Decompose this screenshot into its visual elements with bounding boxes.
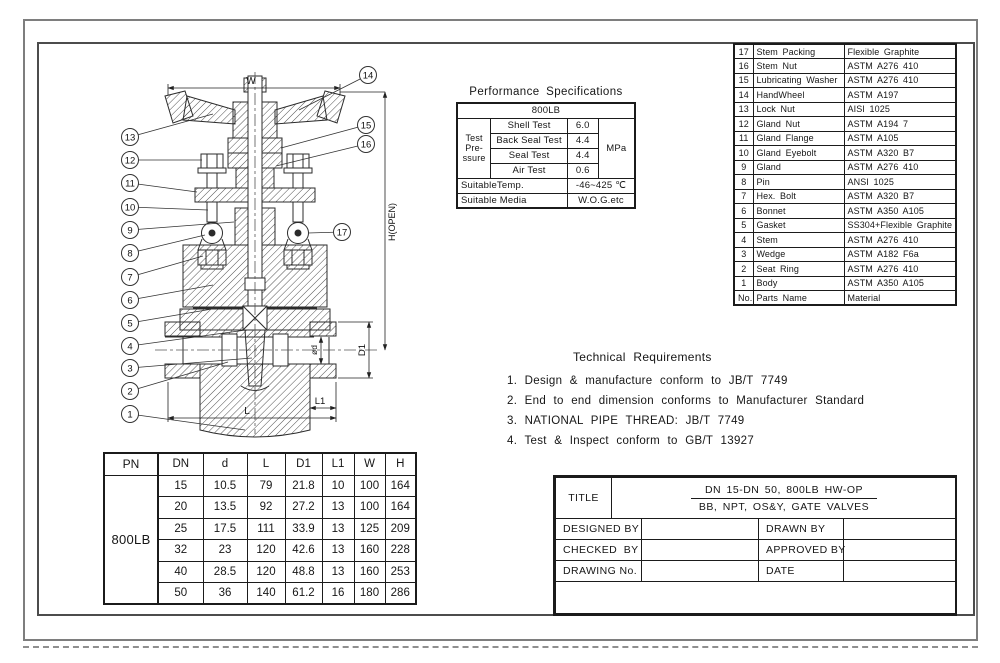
dimension-column-header: W [354, 453, 385, 475]
part-material: ASTM A276 410 [844, 73, 956, 88]
svg-text:5: 5 [127, 318, 133, 330]
h-value: 164 [385, 475, 416, 497]
performance-table [456, 102, 636, 209]
part-material: ASTM A276 410 [844, 233, 956, 248]
d1-value: 61.2 [285, 583, 322, 605]
parts-list-row [734, 247, 956, 262]
gate-valve-section-drawing [95, 50, 415, 450]
dimensions-values-table [157, 452, 417, 605]
parts-list-row [734, 276, 956, 291]
suitable-temp-value: -46~425 ℃ [567, 178, 635, 193]
dimension-row [158, 497, 416, 519]
dim-l-label: L [244, 406, 250, 417]
d-value: 13.5 [203, 497, 247, 519]
part-number: 9 [734, 160, 753, 175]
part-name: Lock Nut [753, 102, 844, 117]
parts-list-row [734, 189, 956, 204]
w-value: 160 [354, 540, 385, 562]
dn-value: 20 [158, 497, 203, 519]
part-number: 15 [734, 73, 753, 88]
checked-by-value [641, 539, 759, 561]
w-value: 100 [354, 497, 385, 519]
test-value: 0.6 [567, 163, 598, 178]
pn-value: 800LB [104, 475, 158, 604]
technical-requirement-item: 1. Design & manufacture conform to JB/T 7749 [507, 375, 788, 387]
performance-title: Performance Specifications [469, 86, 623, 98]
l-value: 111 [247, 518, 285, 540]
parts-list-row [734, 59, 956, 74]
drawn-by-value [843, 518, 957, 540]
svg-text:9: 9 [127, 225, 133, 237]
part-name: Hex. Bolt [753, 189, 844, 204]
dim-h-open-label: H(OPEN) [387, 203, 397, 241]
technical-requirements-title: Technical Requirements [573, 350, 712, 364]
part-name: Gland Flange [753, 131, 844, 146]
dimension-column-header: d [203, 453, 247, 475]
dn-value: 50 [158, 583, 203, 605]
technical-requirement-item: 4. Test & Inspect conform to GB/T 13927 [507, 435, 755, 447]
dim-l1-label: L1 [314, 396, 326, 407]
part-number: 4 [734, 233, 753, 248]
part-name: Gland [753, 160, 844, 175]
part-name: Gland Nut [753, 117, 844, 132]
svg-text:2: 2 [127, 386, 133, 398]
parts-list-row [734, 102, 956, 117]
l-value: 120 [247, 540, 285, 562]
l-value: 79 [247, 475, 285, 497]
part-material: Flexible Graphite [844, 44, 956, 59]
dim-od-label: ød [309, 345, 319, 355]
part-material: ASTM A276 410 [844, 160, 956, 175]
parts-list-row [734, 262, 956, 277]
dn-value: 25 [158, 518, 203, 540]
part-name: Wedge [753, 247, 844, 262]
d1-value: 27.2 [285, 497, 322, 519]
d1-value: 48.8 [285, 561, 322, 583]
approved-by-value [843, 539, 957, 561]
dim-w-label: W [246, 76, 256, 87]
parts-list-row [734, 233, 956, 248]
technical-requirement-item: 2. End to end dimension conforms to Manufacturer Standard [507, 395, 865, 407]
dimensions-table [103, 452, 417, 605]
part-number: 10 [734, 146, 753, 161]
dimension-row [158, 561, 416, 583]
part-material: ASTM A182 F6a [844, 247, 956, 262]
l-value: 92 [247, 497, 285, 519]
parts-list-row [734, 146, 956, 161]
suitable-temp-label: SuitableTemp. [457, 178, 567, 193]
part-number: 17 [734, 44, 753, 59]
part-name: Body [753, 276, 844, 291]
parts-list-row [734, 204, 956, 219]
part-name: Gland Eyebolt [753, 146, 844, 161]
l-value: 140 [247, 583, 285, 605]
date-label: DATE [758, 560, 844, 582]
l1-value: 13 [322, 497, 354, 519]
part-number: 16 [734, 59, 753, 74]
d-value: 17.5 [203, 518, 247, 540]
svg-text:4: 4 [127, 341, 133, 353]
dimension-row [158, 518, 416, 540]
test-value: 4.4 [567, 133, 598, 148]
svg-text:12: 12 [124, 155, 136, 167]
svg-text:3: 3 [127, 363, 133, 375]
part-number: 5 [734, 218, 753, 233]
part-number: 1 [734, 276, 753, 291]
test-pressure-label: Test Pre- ssure [457, 118, 491, 178]
parts-list-row [734, 175, 956, 190]
dn-value: 40 [158, 561, 203, 583]
part-material: AISI 1025 [844, 102, 956, 117]
dimension-column-header: H [385, 453, 416, 475]
dim-d1-label: D1 [357, 343, 368, 357]
test-name: Shell Test [491, 118, 568, 133]
part-number: 11 [734, 131, 753, 146]
test-value: 6.0 [567, 118, 598, 133]
svg-text:8: 8 [127, 248, 133, 260]
w-value: 100 [354, 475, 385, 497]
h-value: 253 [385, 561, 416, 583]
parts-list-row [734, 44, 956, 59]
part-number: 8 [734, 175, 753, 190]
dn-value: 32 [158, 540, 203, 562]
part-name: HandWheel [753, 88, 844, 103]
unit-cell: MPa [598, 118, 635, 178]
l-value: 120 [247, 561, 285, 583]
date-value [843, 560, 957, 582]
technical-requirements-list [495, 371, 935, 451]
test-name: Back Seal Test [491, 133, 568, 148]
title-label-cell: TITLE [555, 477, 612, 519]
svg-text:17: 17 [336, 227, 348, 239]
parts-list-row [734, 160, 956, 175]
drawing-title-line1: DN 15-DN 50, 800LB HW-OP [691, 483, 877, 499]
d1-value: 33.9 [285, 518, 322, 540]
parts-list-header-row [734, 291, 956, 306]
dimension-column-header: D1 [285, 453, 322, 475]
part-material: ASTM A276 410 [844, 262, 956, 277]
parts-list-row [734, 218, 956, 233]
test-value: 4.4 [567, 148, 598, 163]
svg-text:11: 11 [125, 178, 135, 190]
parts-material-header: Material [844, 291, 956, 306]
part-name: Stem Nut [753, 59, 844, 74]
approved-by-label: APPROVED BY [758, 539, 844, 561]
part-number: 14 [734, 88, 753, 103]
pn-column [103, 452, 159, 605]
test-name: Seal Test [491, 148, 568, 163]
part-number: 3 [734, 247, 753, 262]
part-number: 13 [734, 102, 753, 117]
technical-requirements [495, 350, 935, 451]
h-value: 228 [385, 540, 416, 562]
svg-text:1: 1 [127, 409, 133, 421]
parts-list-row [734, 131, 956, 146]
part-material: ANSI 1025 [844, 175, 956, 190]
svg-text:6: 6 [127, 295, 133, 307]
dn-value: 15 [158, 475, 203, 497]
dimension-column-header: L [247, 453, 285, 475]
drawing-no-value [641, 560, 759, 582]
dimensions-header-row [158, 453, 416, 475]
part-material: ASTM A105 [844, 131, 956, 146]
part-name: Stem Packing [753, 44, 844, 59]
w-value: 160 [354, 561, 385, 583]
part-material: ASTM A350 A105 [844, 204, 956, 219]
part-material: ASTM A350 A105 [844, 276, 956, 291]
d1-value: 42.6 [285, 540, 322, 562]
d-value: 36 [203, 583, 247, 605]
h-value: 286 [385, 583, 416, 605]
parts-name-header: Parts Name [753, 291, 844, 306]
l1-value: 13 [322, 540, 354, 562]
w-value: 180 [354, 583, 385, 605]
part-material: ASTM A197 [844, 88, 956, 103]
dimension-row [158, 540, 416, 562]
parts-list-row [734, 88, 956, 103]
dimension-column-header: L1 [322, 453, 354, 475]
test-name: Air Test [491, 163, 568, 178]
title-text-cell [611, 477, 957, 519]
suitable-media-value: W.O.G.etc [567, 193, 635, 208]
svg-text:7: 7 [127, 272, 133, 284]
part-name: Stem [753, 233, 844, 248]
d-value: 28.5 [203, 561, 247, 583]
svg-text:13: 13 [124, 132, 136, 144]
part-number: 12 [734, 117, 753, 132]
drawing-no-label: DRAWING No. [555, 560, 642, 582]
l1-value: 10 [322, 475, 354, 497]
parts-list-row [734, 117, 956, 132]
part-material: ASTM A194 7 [844, 117, 956, 132]
h-value: 164 [385, 497, 416, 519]
l1-value: 13 [322, 518, 354, 540]
drawn-by-label: DRAWN BY [758, 518, 844, 540]
part-name: Gasket [753, 218, 844, 233]
performance-specifications [452, 86, 640, 209]
pn-header: PN [104, 453, 158, 475]
bottom-edge-marks [23, 646, 978, 648]
pressure-class-cell: 800LB [457, 103, 635, 118]
l1-value: 13 [322, 561, 354, 583]
designed-by-label: DESIGNED BY [555, 518, 642, 540]
part-name: Bonnet [753, 204, 844, 219]
title-block-empty-row [555, 581, 957, 614]
d-value: 23 [203, 540, 247, 562]
part-material: ASTM A320 B7 [844, 189, 956, 204]
part-number: 2 [734, 262, 753, 277]
part-material: ASTM A276 410 [844, 59, 956, 74]
svg-text:16: 16 [360, 139, 372, 151]
parts-list-table [733, 43, 957, 306]
suitable-media-label: Suitable Media [457, 193, 567, 208]
dimension-column-header: DN [158, 453, 203, 475]
checked-by-label: CHECKED BY [555, 539, 642, 561]
part-name: Pin [753, 175, 844, 190]
parts-no-header: No. [734, 291, 753, 306]
h-value: 209 [385, 518, 416, 540]
dimension-row [158, 475, 416, 497]
technical-requirement-item: 3. NATIONAL PIPE THREAD: JB/T 7749 [507, 415, 745, 427]
part-number: 7 [734, 189, 753, 204]
svg-text:14: 14 [362, 70, 374, 82]
part-name: Lubricating Washer [753, 73, 844, 88]
part-material: ASTM A320 B7 [844, 146, 956, 161]
part-material: SS304+Flexible Graphite [844, 218, 956, 233]
svg-text:15: 15 [360, 120, 372, 132]
title-block [553, 475, 957, 616]
svg-text:10: 10 [124, 202, 136, 214]
parts-list-row [734, 73, 956, 88]
designed-by-value [641, 518, 759, 540]
drawing-title-line2: BB, NPT, OS&Y, GATE VALVES [698, 501, 870, 513]
d1-value: 21.8 [285, 475, 322, 497]
part-name: Seat Ring [753, 262, 844, 277]
w-value: 125 [354, 518, 385, 540]
part-number: 6 [734, 204, 753, 219]
d-value: 10.5 [203, 475, 247, 497]
dimension-row [158, 583, 416, 605]
l1-value: 16 [322, 583, 354, 605]
